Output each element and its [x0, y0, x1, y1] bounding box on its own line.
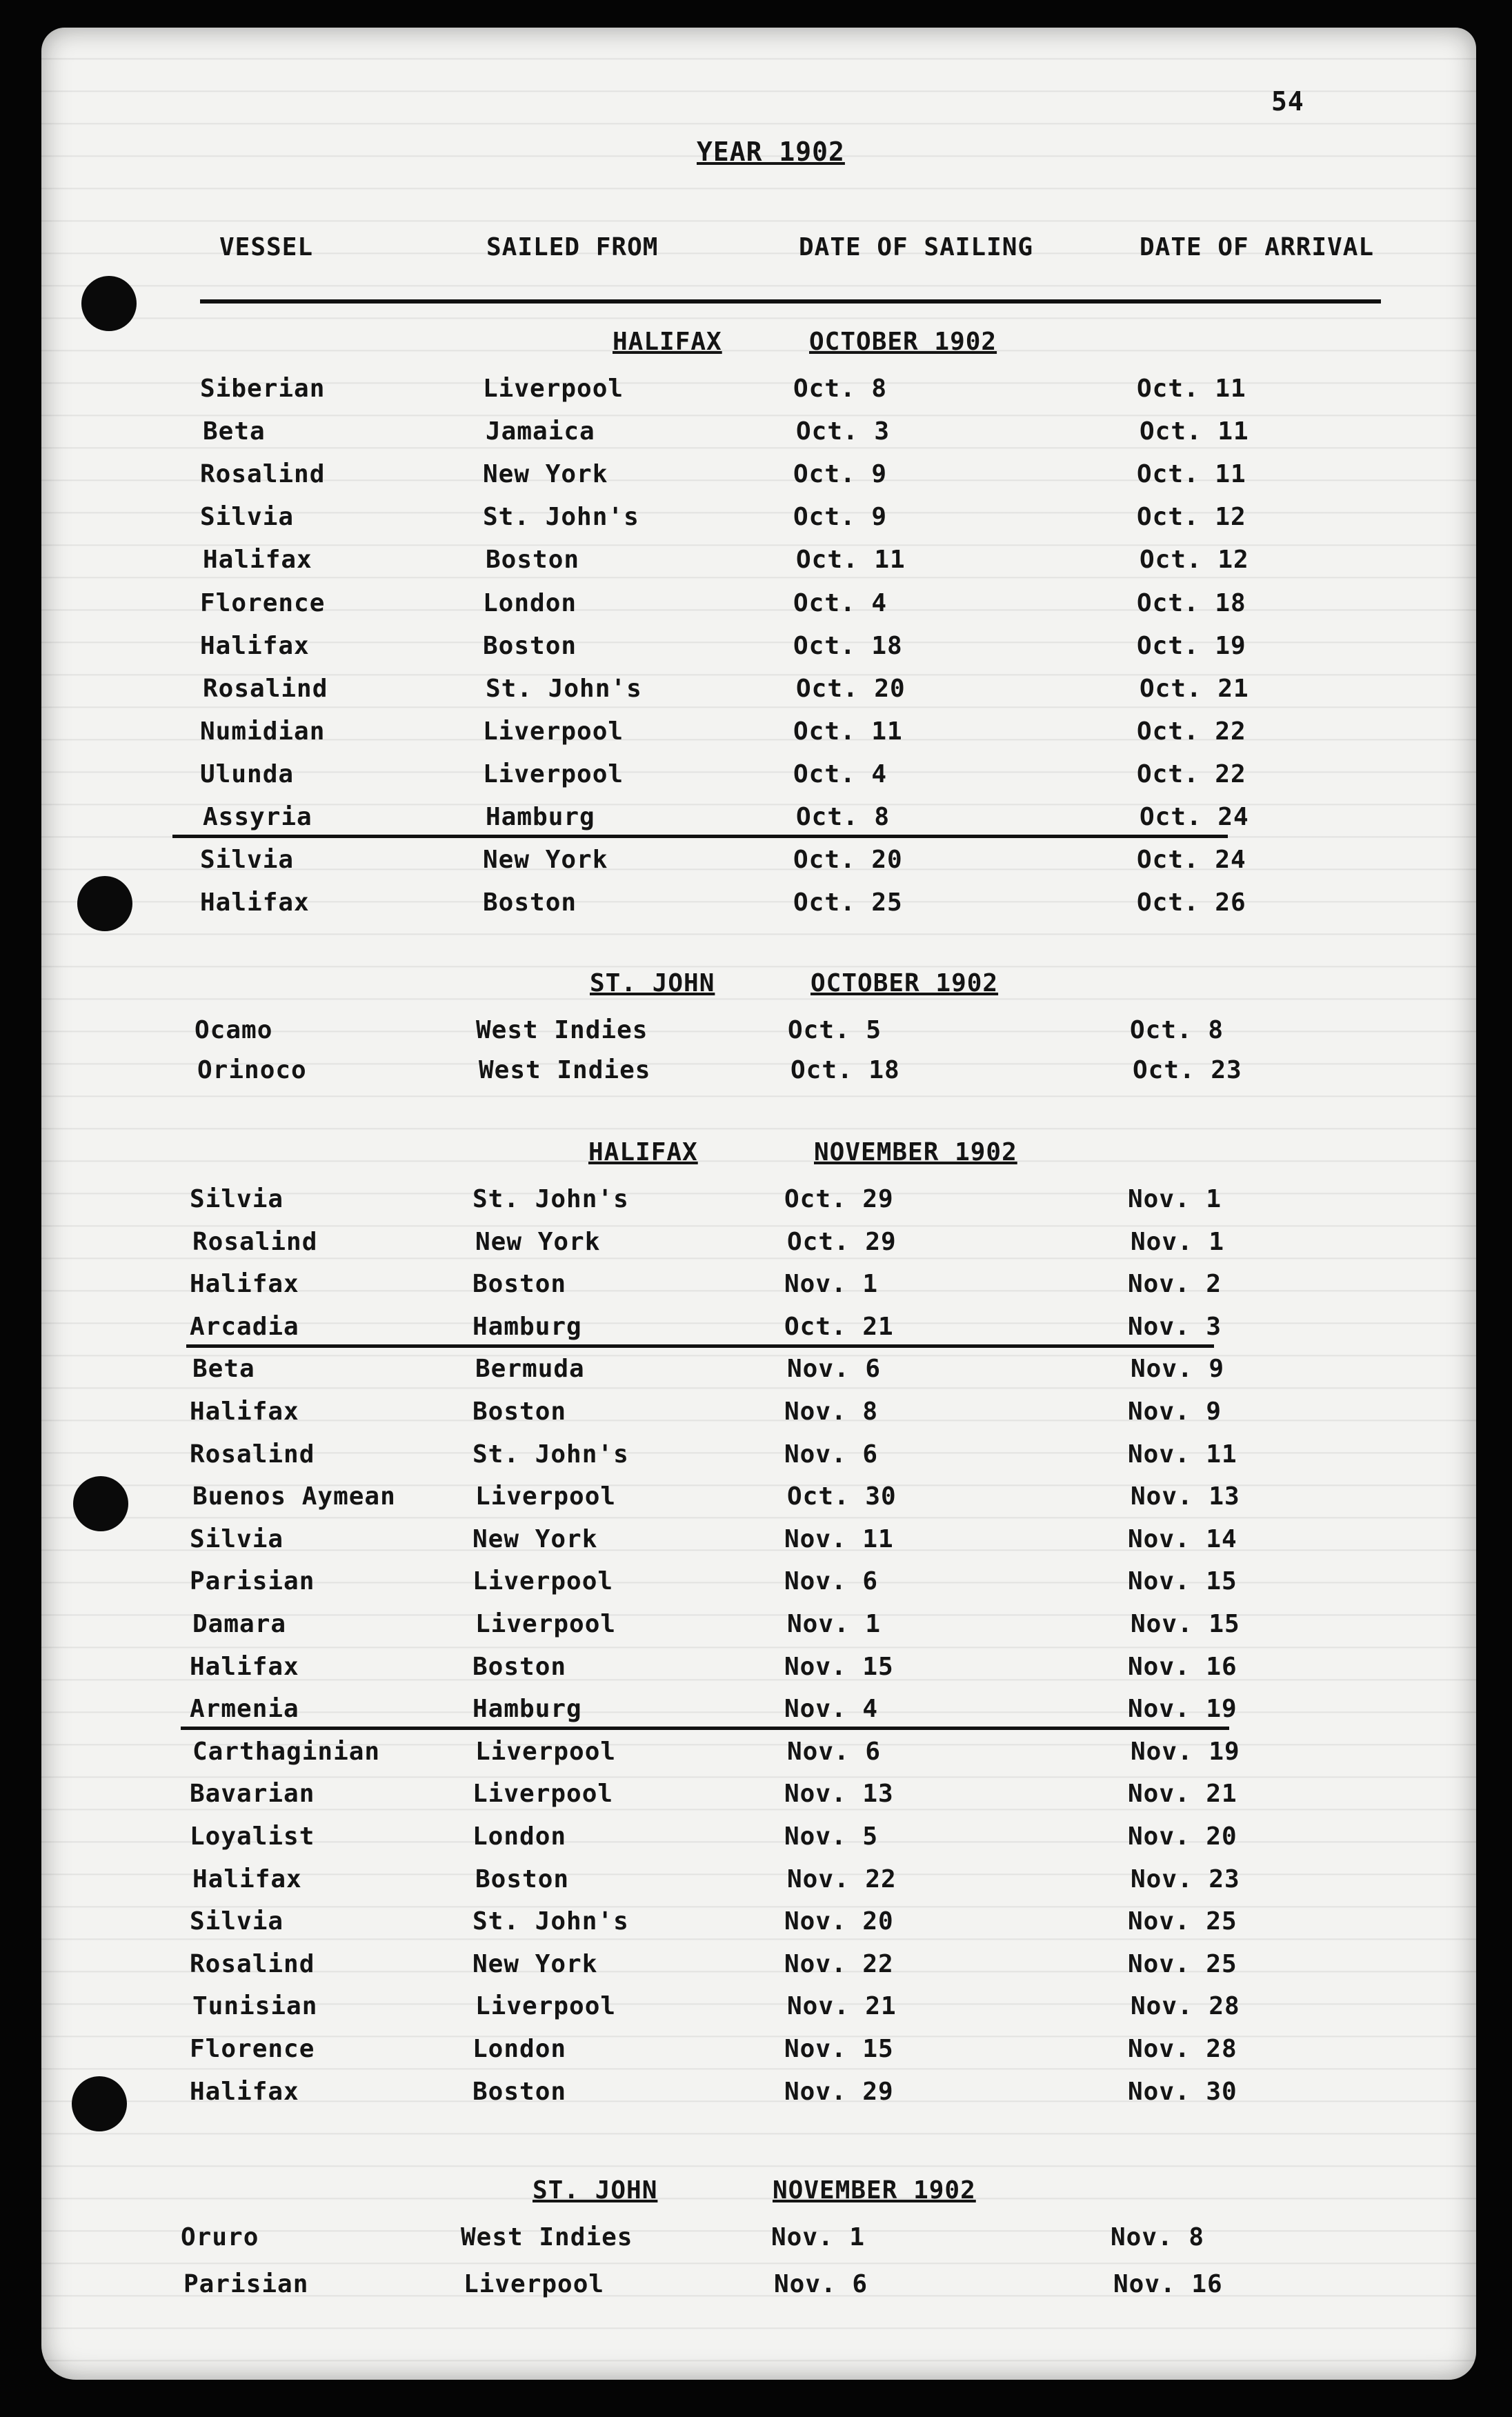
cell-vessel: Arcadia — [190, 1313, 299, 1341]
cell-date-of-sailing: Nov. 20 — [784, 1907, 894, 1936]
cell-date-of-sailing: Oct. 4 — [793, 760, 888, 788]
cell-vessel: Damara — [192, 1610, 287, 1638]
section-month: OCTOBER 1902 — [810, 969, 999, 997]
cell-vessel: Halifax — [192, 1865, 302, 1893]
cell-sailed-from: Boston — [483, 888, 577, 917]
cell-date-of-sailing: Nov. 21 — [787, 1992, 897, 2020]
cell-date-of-arrival: Oct. 11 — [1140, 417, 1249, 446]
header-rule — [200, 299, 1381, 304]
cell-vessel: Carthaginian — [192, 1738, 381, 1766]
cell-date-of-sailing: Nov. 15 — [784, 1653, 894, 1681]
table-rule — [186, 1344, 1214, 1348]
cell-sailed-from: Liverpool — [475, 1992, 617, 2020]
cell-date-of-sailing: Oct. 29 — [787, 1228, 897, 1256]
cell-vessel: Tunisian — [192, 1992, 318, 2020]
cell-vessel: Parisian — [190, 1567, 315, 1595]
cell-sailed-from: Jamaica — [486, 417, 595, 446]
cell-date-of-arrival: Nov. 14 — [1128, 1525, 1237, 1553]
cell-vessel: Buenos Aymean — [192, 1482, 396, 1511]
cell-vessel: Halifax — [190, 1653, 299, 1681]
cell-vessel: Siberian — [200, 375, 326, 403]
section-port: HALIFAX — [588, 1138, 698, 1166]
cell-date-of-arrival: Oct. 24 — [1140, 803, 1249, 831]
cell-vessel: Florence — [190, 2035, 315, 2063]
cell-vessel: Orinoco — [197, 1056, 307, 1084]
cell-date-of-arrival: Oct. 8 — [1130, 1016, 1224, 1044]
cell-sailed-from: Boston — [472, 1270, 567, 1298]
cell-sailed-from: Liverpool — [475, 1482, 617, 1511]
cell-vessel: Armenia — [190, 1695, 299, 1723]
cell-date-of-sailing: Oct. 4 — [793, 589, 888, 617]
cell-date-of-arrival: Oct. 18 — [1137, 589, 1246, 617]
cell-date-of-sailing: Nov. 22 — [784, 1950, 894, 1978]
cell-sailed-from: West Indies — [476, 1016, 648, 1044]
cell-date-of-sailing: Nov. 29 — [784, 2078, 894, 2106]
page-title: YEAR 1902 — [697, 137, 845, 167]
punch-hole — [73, 1476, 128, 1531]
cell-date-of-sailing: Oct. 8 — [793, 375, 888, 403]
cell-date-of-sailing: Oct. 9 — [793, 460, 888, 488]
cell-sailed-from: London — [472, 1822, 567, 1851]
cell-vessel: Numidian — [200, 717, 326, 746]
cell-sailed-from: Boston — [472, 1398, 567, 1426]
cell-vessel: Halifax — [200, 632, 310, 660]
cell-date-of-arrival: Oct. 19 — [1137, 632, 1246, 660]
cell-date-of-sailing: Nov. 6 — [774, 2270, 868, 2298]
cell-vessel: Halifax — [200, 888, 310, 917]
cell-vessel: Silvia — [200, 503, 295, 531]
column-header-date-of-sailing: DATE OF SAILING — [799, 233, 1034, 261]
cell-sailed-from: New York — [483, 846, 608, 874]
cell-date-of-sailing: Oct. 11 — [793, 717, 903, 746]
cell-date-of-arrival: Nov. 16 — [1113, 2270, 1223, 2298]
cell-vessel: Halifax — [190, 1398, 299, 1426]
cell-sailed-from: St. John's — [472, 1185, 629, 1213]
cell-date-of-arrival: Nov. 15 — [1131, 1610, 1240, 1638]
cell-date-of-arrival: Oct. 12 — [1140, 546, 1249, 574]
cell-date-of-sailing: Oct. 20 — [796, 675, 906, 703]
cell-vessel: Rosalind — [192, 1228, 318, 1256]
cell-date-of-arrival: Nov. 13 — [1131, 1482, 1240, 1511]
column-header-date-of-arrival: DATE OF ARRIVAL — [1140, 233, 1375, 261]
cell-sailed-from: Boston — [475, 1865, 570, 1893]
punch-hole — [72, 2076, 127, 2131]
cell-sailed-from: Hamburg — [472, 1695, 582, 1723]
cell-vessel: Loyalist — [190, 1822, 315, 1851]
cell-date-of-sailing: Nov. 6 — [787, 1355, 882, 1383]
section-month: OCTOBER 1902 — [809, 328, 997, 356]
cell-date-of-sailing: Nov. 11 — [784, 1525, 894, 1553]
punch-hole — [77, 876, 132, 931]
cell-sailed-from: Liverpool — [483, 375, 624, 403]
cell-date-of-arrival: Nov. 19 — [1128, 1695, 1237, 1723]
cell-date-of-sailing: Nov. 1 — [771, 2223, 866, 2251]
cell-vessel: Ocamo — [195, 1016, 273, 1044]
cell-date-of-sailing: Nov. 1 — [787, 1610, 882, 1638]
cell-vessel: Rosalind — [200, 460, 326, 488]
cell-vessel: Halifax — [190, 2078, 299, 2106]
cell-date-of-arrival: Nov. 20 — [1128, 1822, 1237, 1851]
cell-sailed-from: Boston — [472, 1653, 567, 1681]
section-port: HALIFAX — [613, 328, 722, 356]
cell-date-of-sailing: Nov. 8 — [784, 1398, 879, 1426]
cell-date-of-sailing: Oct. 20 — [793, 846, 903, 874]
cell-vessel: Silvia — [190, 1907, 284, 1936]
cell-date-of-arrival: Nov. 9 — [1131, 1355, 1225, 1383]
cell-sailed-from: New York — [472, 1525, 598, 1553]
cell-date-of-arrival: Nov. 28 — [1131, 1992, 1240, 2020]
cell-date-of-sailing: Oct. 18 — [790, 1056, 900, 1084]
cell-date-of-sailing: Nov. 6 — [787, 1738, 882, 1766]
cell-date-of-arrival: Nov. 8 — [1111, 2223, 1205, 2251]
cell-date-of-arrival: Oct. 22 — [1137, 717, 1246, 746]
cell-date-of-arrival: Oct. 21 — [1140, 675, 1249, 703]
table-rule — [181, 1727, 1229, 1730]
cell-date-of-arrival: Nov. 19 — [1131, 1738, 1240, 1766]
cell-date-of-sailing: Oct. 11 — [796, 546, 906, 574]
cell-date-of-arrival: Nov. 1 — [1131, 1228, 1225, 1256]
cell-date-of-arrival: Nov. 30 — [1128, 2078, 1237, 2106]
punch-hole — [81, 276, 137, 331]
cell-sailed-from: Liverpool — [472, 1567, 614, 1595]
cell-date-of-sailing: Nov. 6 — [784, 1440, 879, 1469]
column-header-vessel: VESSEL — [219, 233, 314, 261]
cell-date-of-sailing: Nov. 22 — [787, 1865, 897, 1893]
cell-sailed-from: Bermuda — [475, 1355, 585, 1383]
cell-sailed-from: St. John's — [472, 1440, 629, 1469]
cell-vessel: Assyria — [203, 803, 312, 831]
cell-vessel: Silvia — [190, 1525, 284, 1553]
cell-date-of-sailing: Oct. 25 — [793, 888, 903, 917]
cell-date-of-sailing: Oct. 30 — [787, 1482, 897, 1511]
cell-date-of-sailing: Nov. 13 — [784, 1780, 894, 1808]
cell-sailed-from: Hamburg — [486, 803, 595, 831]
cell-date-of-arrival: Oct. 22 — [1137, 760, 1246, 788]
cell-sailed-from: Boston — [486, 546, 580, 574]
cell-date-of-arrival: Nov. 3 — [1128, 1313, 1222, 1341]
cell-vessel: Beta — [203, 417, 266, 446]
cell-date-of-arrival: Nov. 15 — [1128, 1567, 1237, 1595]
cell-sailed-from: London — [483, 589, 577, 617]
cell-sailed-from: St. John's — [472, 1907, 629, 1936]
cell-date-of-sailing: Nov. 5 — [784, 1822, 879, 1851]
cell-date-of-arrival: Oct. 12 — [1137, 503, 1246, 531]
section-month: NOVEMBER 1902 — [814, 1138, 1017, 1166]
cell-date-of-sailing: Oct. 8 — [796, 803, 891, 831]
cell-sailed-from: Liverpool — [483, 760, 624, 788]
cell-sailed-from: West Indies — [479, 1056, 651, 1084]
cell-date-of-sailing: Oct. 9 — [793, 503, 888, 531]
cell-date-of-sailing: Nov. 6 — [784, 1567, 879, 1595]
cell-sailed-from: London — [472, 2035, 567, 2063]
cell-vessel: Halifax — [203, 546, 312, 574]
cell-date-of-sailing: Oct. 29 — [784, 1185, 894, 1213]
cell-date-of-arrival: Nov. 2 — [1128, 1270, 1222, 1298]
cell-date-of-sailing: Nov. 15 — [784, 2035, 894, 2063]
cell-date-of-arrival: Nov. 28 — [1128, 2035, 1237, 2063]
cell-date-of-arrival: Nov. 9 — [1128, 1398, 1222, 1426]
cell-date-of-sailing: Nov. 4 — [784, 1695, 879, 1723]
cell-sailed-from: St. John's — [486, 675, 642, 703]
cell-vessel: Beta — [192, 1355, 255, 1383]
cell-date-of-arrival: Nov. 1 — [1128, 1185, 1222, 1213]
cell-sailed-from: Liverpool — [472, 1780, 614, 1808]
cell-sailed-from: New York — [475, 1228, 601, 1256]
cell-sailed-from: St. John's — [483, 503, 639, 531]
cell-vessel: Parisian — [183, 2270, 309, 2298]
page-number: 54 — [1271, 86, 1304, 117]
cell-date-of-sailing: Oct. 21 — [784, 1313, 894, 1341]
cell-date-of-arrival: Oct. 11 — [1137, 460, 1246, 488]
section-month: NOVEMBER 1902 — [773, 2176, 976, 2205]
cell-vessel: Silvia — [200, 846, 295, 874]
section-port: ST. JOHN — [590, 969, 715, 997]
cell-sailed-from: Liverpool — [483, 717, 624, 746]
cell-date-of-arrival: Oct. 23 — [1133, 1056, 1242, 1084]
cell-date-of-arrival: Oct. 11 — [1137, 375, 1246, 403]
cell-vessel: Ulunda — [200, 760, 295, 788]
cell-date-of-arrival: Nov. 23 — [1131, 1865, 1240, 1893]
cell-vessel: Rosalind — [203, 675, 328, 703]
cell-sailed-from: New York — [472, 1950, 598, 1978]
cell-vessel: Florence — [200, 589, 326, 617]
cell-vessel: Halifax — [190, 1270, 299, 1298]
cell-date-of-arrival: Nov. 25 — [1128, 1907, 1237, 1936]
cell-vessel: Silvia — [190, 1185, 284, 1213]
cell-sailed-from: Boston — [483, 632, 577, 660]
cell-date-of-arrival: Nov. 11 — [1128, 1440, 1237, 1469]
cell-sailed-from: New York — [483, 460, 608, 488]
cell-date-of-sailing: Oct. 3 — [796, 417, 891, 446]
cell-vessel: Oruro — [181, 2223, 259, 2251]
cell-date-of-arrival: Oct. 26 — [1137, 888, 1246, 917]
cell-sailed-from: Liverpool — [475, 1738, 617, 1766]
cell-sailed-from: Boston — [472, 2078, 567, 2106]
cell-date-of-sailing: Nov. 1 — [784, 1270, 879, 1298]
cell-date-of-arrival: Nov. 21 — [1128, 1780, 1237, 1808]
cell-sailed-from: Liverpool — [475, 1610, 617, 1638]
column-header-sailed-from: SAILED FROM — [486, 233, 659, 261]
cell-sailed-from: Hamburg — [472, 1313, 582, 1341]
table-rule — [172, 835, 1228, 838]
cell-date-of-sailing: Oct. 18 — [793, 632, 903, 660]
cell-sailed-from: Liverpool — [464, 2270, 605, 2298]
cell-date-of-arrival: Oct. 24 — [1137, 846, 1246, 874]
cell-date-of-sailing: Oct. 5 — [788, 1016, 882, 1044]
cell-vessel: Bavarian — [190, 1780, 315, 1808]
cell-vessel: Rosalind — [190, 1440, 315, 1469]
section-port: ST. JOHN — [533, 2176, 658, 2205]
cell-sailed-from: West Indies — [461, 2223, 633, 2251]
cell-date-of-arrival: Nov. 25 — [1128, 1950, 1237, 1978]
cell-vessel: Rosalind — [190, 1950, 315, 1978]
cell-date-of-arrival: Nov. 16 — [1128, 1653, 1237, 1681]
